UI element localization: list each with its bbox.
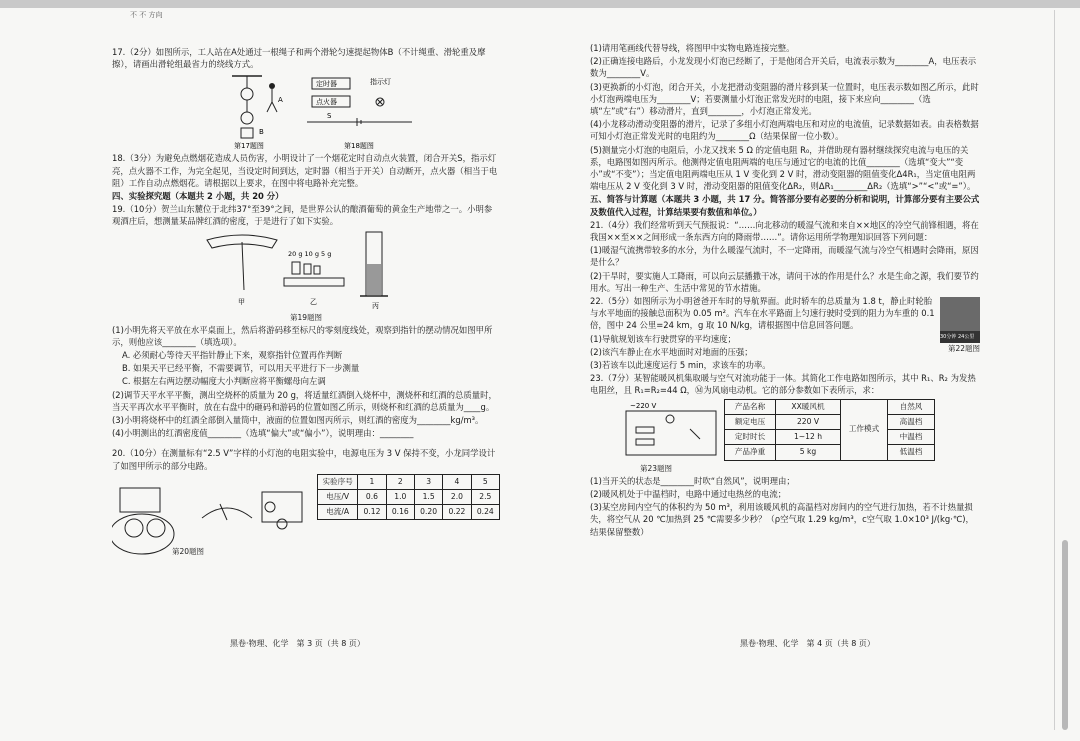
question-19-3: (3)小明将烧杯中的红酒全部倒入量筒中，液面的位置如图丙所示，则红酒的密度为________kg/m³。 <box>112 415 484 426</box>
question-22-2: (2)该汽车静止在水平地面时对地面的压强； <box>590 346 753 357</box>
label-yi: 乙 <box>310 297 317 306</box>
label-bing: 丙 <box>372 301 379 310</box>
table-cell: 0.12 <box>358 505 386 520</box>
question-21-2: (2)干旱时，要实施人工降雨，可以向云层播撒干冰，请问干冰的作用是什么？水是生命之源，我们要节约用水。写出一种生产、生活中常见的节水措施。 <box>590 270 979 293</box>
question-20-4: (4)小龙移动滑动变阻器的滑片，记录了多组小灯泡两端电压和对应的电流值，记录数据如表。由表格数据可知小灯泡正常发光时的电阻约为________Ω（结果保留一位小数）。 <box>590 119 979 142</box>
table-cell: 3 <box>414 474 442 489</box>
table-cell: 2 <box>386 474 414 489</box>
caption-18: 第18题图 <box>344 142 374 151</box>
voltage-label: ~220 V <box>630 401 657 410</box>
table-cell: 1.5 <box>414 490 442 505</box>
navigation-screenshot <box>940 297 980 343</box>
weights-label: 20 g 10 g 5 g <box>288 249 332 258</box>
table-cell: 中温档 <box>888 430 935 445</box>
option-b: B. 如果天平已经平衡，不需要调节，可以用天平进行下一步测量 <box>122 363 360 374</box>
footer-page-3: 黑卷·物理、化学 第 3 页（共 8 页） <box>230 639 365 648</box>
table-cell: 4 <box>443 474 471 489</box>
option-c: C. 根据左右两边摆动幅度大小判断应将平衡螺母向左调 <box>122 376 326 387</box>
table-cell: 电压/V <box>318 490 358 505</box>
question-19-1: (1)小明先将天平放在水平桌面上，然后将游码移至标尺的零刻度线处，观察到指针的摆动情况如图甲所示，则他应该________（填选项）。 <box>112 324 493 347</box>
section-5-heading: 五、简答与计算题（本题共 3 小题，共 17 分。简答部分要有必要的分析和说明，计算部分要有主要公式及数值代入过程，计算结果要有数值和单位。） <box>590 194 980 217</box>
figure-19 <box>112 230 500 322</box>
table-row <box>725 399 935 414</box>
table-cell: 1.0 <box>386 490 414 505</box>
table-cell: 0.22 <box>443 505 471 520</box>
table-cell: 低温档 <box>888 445 935 460</box>
figure-20 <box>112 474 500 554</box>
question-22-1: (1)导航规划该车行驶贯穿的平均速度； <box>590 333 736 344</box>
table-cell: 0.16 <box>386 505 414 520</box>
table-cell: 高温档 <box>888 414 935 429</box>
table-cell: 电流/A <box>318 505 358 520</box>
table-header-row <box>318 474 500 489</box>
question-22: 22.（5分）如图所示为小明爸爸开车时的导航界面。此时轿车的总质量为 1.8 t，静止时轮胎与水平地面的接触总面积为 0.05 m²。汽车在水平路面上匀速行驶时受到的阻力为车重的 0.1 倍，图中 24 公里=24 km，g 取 10 N/kg，请根据图中信息回答问题。 <box>590 296 935 331</box>
right-page <box>590 42 980 539</box>
table-cell: 定时时长 <box>725 430 776 445</box>
question-19-4: (4)小明测出的红酒密度值________（选填“偏大”或“偏小”），说明理由：________ <box>112 428 414 439</box>
nav-distance: 30分钟 24公里 <box>940 331 980 343</box>
label-b: B <box>259 128 264 137</box>
table-row <box>725 414 935 429</box>
question-21-1: (1)暖湿气流携带较多的水分，为什么暖湿气流时，不一定降雨，而暖湿气流与冷空气相遇时会降雨，原因是什么？ <box>590 245 979 268</box>
pulley-and-circuit-diagram <box>112 72 500 150</box>
question-21: 21.（4分）我们经常听到天气预报说：“……向北移动的暖湿气流和来自××地区的冷空气前锋相遇，将在我国××至××之间形成一条东西方向的降雨带……”。请你运用所学物理知识回答下列问题： <box>590 219 979 243</box>
caption-23: 第23题图 <box>640 463 673 473</box>
balance-weights-cylinder <box>112 230 500 312</box>
table-cell: 220 V <box>776 414 841 429</box>
heater-params-table <box>724 399 935 461</box>
lamp-label: 指示灯 <box>370 78 391 87</box>
table-cell: 2.5 <box>471 490 499 505</box>
table-cell: 产品净重 <box>725 445 776 460</box>
timer-label: 定时器 <box>316 80 337 89</box>
section-4-heading: 四、实验探究题（本题共 2 小题，共 20 分） <box>112 191 284 202</box>
label-jia: 甲 <box>238 297 245 306</box>
caption-17: 第17题图 <box>234 142 264 151</box>
table-cell: 额定电压 <box>725 414 776 429</box>
table-cell: XX暖风机 <box>776 399 841 414</box>
question-22-block <box>590 295 980 371</box>
question-22-3: (3)若该车以此速度运行 5 min，求该车的功率。 <box>590 360 771 371</box>
table-row <box>318 505 500 520</box>
table-row <box>725 430 935 445</box>
question-20-3: (3)更换新的小灯泡，闭合开关，小龙把滑动变阻器的滑片移到某一位置时，电压表示数如图乙所示，此时小灯泡两端电压为________V；若要测量小灯泡正常发光时的电阻，接下来应向________（选填“左”或“右”）移动滑片，直到________，小灯泡正常发光。 <box>590 81 979 117</box>
top-border <box>0 0 1080 8</box>
caption-20: 第20题图 <box>172 546 205 556</box>
table-cell: 5 <box>471 474 499 489</box>
table-cell: 产品名称 <box>725 399 776 414</box>
table-cell: 0.6 <box>358 490 386 505</box>
question-19: 19.（10分）贺兰山东麓位于北纬37°至39°之间，是世界公认的酿酒葡萄的黄金生产地带之一。小明参观酒庄后，想测量某品牌红酒的密度，于是进行了如下实验。 <box>112 204 493 227</box>
header-text: 不 不 方向 <box>130 11 163 19</box>
question-20-5: (5)测量完小灯泡的电阻后，小龙又找来 5 Ω 的定值电阻 R₀，并借助现有器材继续探究电流与电压的关系，电路图如图丙所示。他测得定值电阻两端的电压与通过它的电流的比值________（选填“变大”“变小”或“不变”）；当定值电阻两端电压从 1 V 变化到 2 V 时，滑动变阻器的阻值变化Δ4R₁，当定值电阻两端电压从 2 V 变化到 3 V 时，滑动变阻器的阻值变化ΔR₂，则ΔR₁________ΔR₂（选填“>”“<”或“=”）。 <box>590 144 976 192</box>
caption-19: 第19题图 <box>289 312 323 322</box>
scrollbar-thumb[interactable] <box>1062 540 1068 730</box>
table-cell: 5 kg <box>776 445 841 460</box>
circuit-diagrams-20 <box>112 478 312 558</box>
question-20-2: (2)正确连接电路后，小龙发现小灯泡已经断了，于是他闭合开关后，电流表示数为________A，电压表示数为________V。 <box>590 56 977 79</box>
heater-circuit <box>620 399 740 465</box>
table-cell: 0.24 <box>471 505 499 520</box>
question-17: 17.（2分）如图所示，工人站在A处通过一根绳子和两个滑轮匀速提起物体B（不计绳重、滑轮重及摩擦），请画出滑轮组最省力的绕线方式。 <box>112 47 486 70</box>
left-page <box>112 14 500 556</box>
caption-22: 第22题图 <box>947 344 980 354</box>
question-23-3: (3)某空房间内空气的体积约为 50 m³，利用该暖风机的高温档对房间内的空气进行加热，若不计热量损失，将空气从 20 ℃加热到 25 ℃需要多少秒？（ρ空气取 1.29 kg/m³，c空气取 1.0×10³ J/(kg·℃)，结果保留整数） <box>590 502 974 537</box>
table-row <box>725 445 935 460</box>
label-a: A <box>278 96 283 105</box>
table-cell: 0.20 <box>414 505 442 520</box>
question-19-2: (2)调节天平水平平衡，测出空烧杯的质量为 20 g，将适量红酒倒入烧杯中，测烧杯和红酒的总质量时，当天平再次水平平衡时，放在右盘中的砸码和游码的位置如图乙所示，则烧杯和红酒的总质量为____g。 <box>112 389 497 412</box>
table-cell: 1 <box>358 474 386 489</box>
figure-23 <box>590 399 980 473</box>
question-20: 20.（10分）在测量标有“2.5 V”字样的小灯泡的电阻实验中，电源电压为 3 V 保持不变，小龙同学设计了如图甲所示的部分电路。 <box>112 448 496 471</box>
question-23: 23.（7分）某智能暖风机集取暖与空气对流功能于一体。其简化工作电路如图所示，其中 R₁、R₂ 为发热电阻丝，且 R₁=R₂=44 Ω，Ⓜ为风扇电动机。它的部分参数如下表所示，求： <box>590 373 976 396</box>
table-row <box>318 490 500 505</box>
question-23-2: (2)暖风机处于中温档时，电路中通过电热丝的电流； <box>590 488 787 499</box>
table-cell: 实验序号 <box>318 474 358 489</box>
question-23-1: (1)当开关的状态是________时吹“自然风”，说明理由； <box>590 475 795 486</box>
page-edge <box>1054 10 1055 730</box>
option-a: A. 必须耐心等待天平指针静止下来，观察指针位置再作判断 <box>122 350 343 361</box>
switch-label: S <box>327 112 332 121</box>
table-cell: 2.0 <box>443 490 471 505</box>
footer-page-4: 黑卷·物理、化学 第 4 页（共 8 页） <box>740 639 875 648</box>
igniter-label: 点火器 <box>316 98 337 107</box>
table-cell: 1~12 h <box>776 430 841 445</box>
question-18: 18.（3分）为避免点燃烟花造成人员伤害，小明设计了一个烟花定时自动点火装置，闭合开关S，指示灯亮，点火器不工作，为完全起见，当设定时间到达，定时器（相当于开关）自动断开，点火器（相当于电阻）工作自动点燃烟花。请根据以上要求，在图中将电路补充完整。 <box>112 153 498 188</box>
table-cell: 自然风 <box>888 399 935 414</box>
data-table-20 <box>317 474 500 521</box>
mode-header: 工作模式 <box>841 399 888 460</box>
figures-17-18 <box>112 72 500 150</box>
question-20-1: (1)请用笔画线代替导线，将图甲中实物电路连接完整。 <box>590 43 795 53</box>
